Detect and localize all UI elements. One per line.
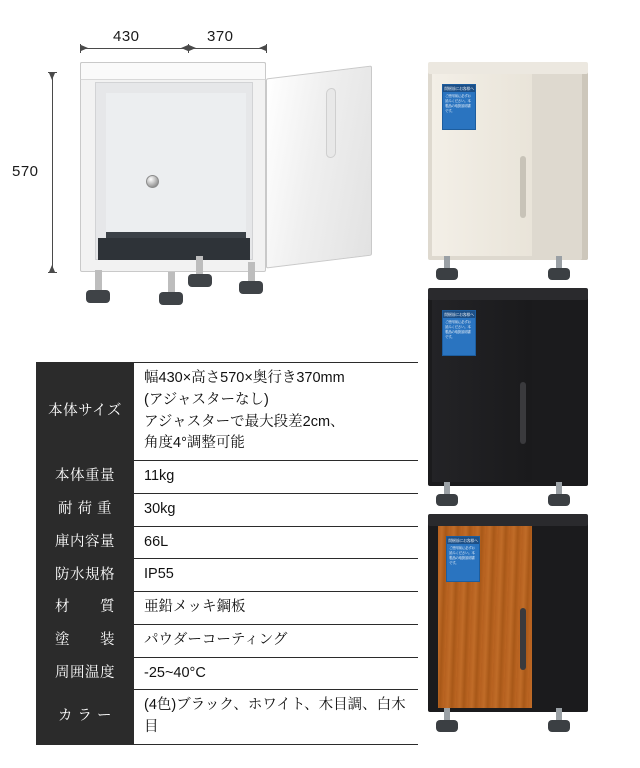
dim-label-width: 430 xyxy=(113,28,140,45)
lock-icon xyxy=(146,175,159,188)
sticker-title: 開梱前にお客様へ xyxy=(444,312,474,317)
spec-value-coating: パウダーコーティング xyxy=(144,631,288,648)
spec-value-line: (アジャスターなし) xyxy=(144,391,269,408)
warning-sticker xyxy=(442,310,476,356)
adjuster-foot xyxy=(436,720,458,732)
adjuster-foot xyxy=(548,268,570,280)
spec-value-weight: 11kg xyxy=(144,468,175,484)
spec-label-material: 材 質 xyxy=(36,592,134,624)
spec-label-weight: 本体重量 xyxy=(36,461,134,493)
dim-arrow xyxy=(181,45,188,51)
door-handle xyxy=(520,156,526,218)
spec-label-capacity: 庫内容量 xyxy=(36,527,134,559)
door-handle xyxy=(520,608,526,670)
table-row xyxy=(36,362,418,461)
warning-sticker xyxy=(446,536,480,582)
spec-label-color: カ ラ ー xyxy=(36,690,134,744)
dim-arrow xyxy=(49,73,55,80)
spec-value-color: (4色)ブラック、ホワイト、木目調、白木目 xyxy=(144,697,406,735)
dim-line-width xyxy=(80,48,266,49)
dimension-drawing xyxy=(0,0,430,345)
spec-value-size xyxy=(134,363,418,460)
spec-label-load-capacity: 耐 荷 重 xyxy=(36,494,134,526)
locker-wood-grain xyxy=(428,508,598,723)
dim-arrow xyxy=(81,45,88,51)
table-row xyxy=(36,592,418,625)
table-row xyxy=(36,494,418,527)
dim-tick xyxy=(266,44,267,53)
locker-top-panel xyxy=(428,514,588,526)
sticker-title: 開梱前にお客様へ xyxy=(448,538,478,543)
door-handle xyxy=(326,87,336,158)
spec-value-temperature: -25~40°C xyxy=(144,664,206,681)
table-row xyxy=(36,658,418,691)
spec-label-temperature: 周囲温度 xyxy=(36,658,134,690)
spec-value-load-capacity: 30kg xyxy=(144,500,176,517)
adjuster-leg xyxy=(168,272,175,294)
spec-label-waterproof: 防水規格 xyxy=(36,559,134,591)
table-row xyxy=(36,461,418,494)
adjuster-foot xyxy=(86,290,110,303)
spec-label-size: 本体サイズ xyxy=(36,363,134,460)
dim-tick xyxy=(48,272,57,273)
spec-value-line: アジャスターで最大段差2cm、 xyxy=(144,413,345,430)
spec-value-line: 幅430×高さ570×奥行き370mm xyxy=(144,370,345,386)
dim-arrow xyxy=(49,265,55,272)
adjuster-foot xyxy=(436,268,458,280)
dim-line-height xyxy=(52,72,53,272)
adjuster-foot xyxy=(188,274,212,287)
adjuster-foot xyxy=(436,494,458,506)
adjuster-foot xyxy=(239,281,263,294)
spec-value-line: 角度4°調整可能 xyxy=(144,435,245,452)
locker-black xyxy=(428,282,598,497)
specification-table xyxy=(36,362,418,745)
adjuster-leg xyxy=(95,270,102,292)
sticker-text: ご使用前に必ずお読みください。本製品の取扱説明書です。 xyxy=(445,320,471,339)
door-handle xyxy=(520,382,526,444)
sticker-text: ご使用前に必ずお読みください。本製品の取扱説明書です。 xyxy=(449,546,475,565)
locker-top-panel xyxy=(428,62,588,74)
warning-sticker xyxy=(442,84,476,130)
dim-label-depth: 370 xyxy=(207,28,234,45)
locker-open-door xyxy=(266,65,372,268)
spec-value-material: 亜鉛メッキ鋼板 xyxy=(144,599,246,615)
locker-white-wood xyxy=(428,56,598,271)
spec-label-coating: 塗 装 xyxy=(36,625,134,657)
dim-label-height: 570 xyxy=(12,163,39,180)
spec-value-waterproof: IP55 xyxy=(144,566,174,583)
sticker-text: ご使用前に必ずお読みください。本製品の取扱説明書です。 xyxy=(445,94,471,113)
locker-top-panel xyxy=(80,62,266,80)
sticker-title: 開梱前にお客様へ xyxy=(444,86,474,91)
dim-arrow xyxy=(189,45,196,51)
spec-value-capacity: 66L xyxy=(144,533,169,550)
locker-floor-mat xyxy=(98,238,250,260)
locker-top-panel xyxy=(428,288,588,300)
dim-arrow xyxy=(259,45,266,51)
adjuster-foot xyxy=(548,494,570,506)
adjuster-foot xyxy=(159,292,183,305)
locker-interior-back xyxy=(106,93,246,243)
table-row xyxy=(36,690,418,745)
adjuster-foot xyxy=(548,720,570,732)
table-row xyxy=(36,625,418,658)
table-row xyxy=(36,527,418,560)
table-row xyxy=(36,559,418,592)
